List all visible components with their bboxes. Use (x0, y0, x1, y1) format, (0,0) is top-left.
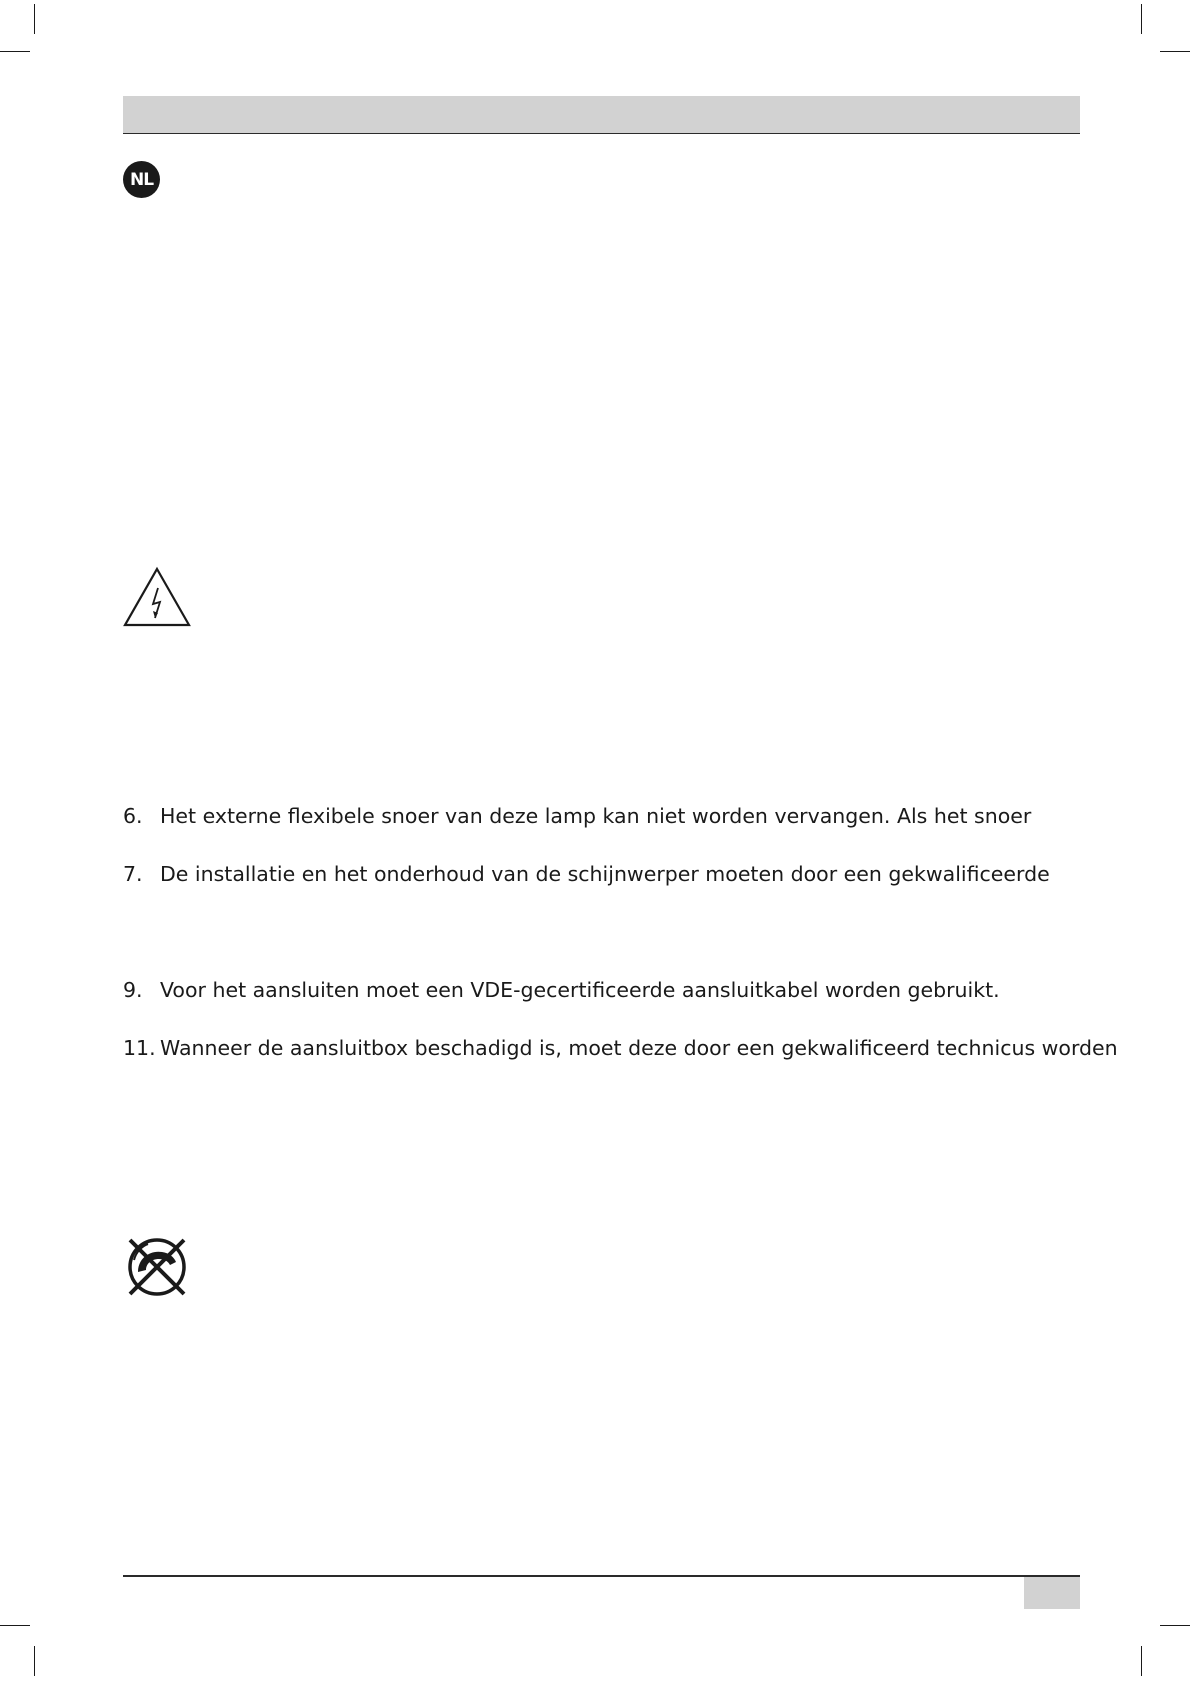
crop-mark (1160, 1625, 1190, 1626)
list-item-text: Wanneer de aansluitbox beschadigd is, moet deze door een gekwalificeerd technicus worden (160, 1036, 1118, 1060)
electrical-hazard-warning-icon (122, 566, 192, 628)
list-item-number: 6. (123, 804, 143, 828)
list-item-text: De installatie en het onderhoud van de schijnwerper moeten door een gekwalificeerde (160, 862, 1050, 886)
list-item-number: 11. (123, 1036, 156, 1060)
crop-mark (34, 1646, 35, 1676)
header-band (123, 96, 1080, 134)
list-item (123, 977, 1083, 1003)
list-item-text: Het externe flexibele snoer van deze lamp kan niet worden vervangen. Als het snoer (160, 804, 1032, 828)
crop-mark (34, 4, 35, 34)
crop-mark (0, 51, 30, 52)
list-item-number: 7. (123, 862, 143, 886)
crop-mark (0, 1625, 30, 1626)
no-telephone-icon (124, 1234, 190, 1300)
crop-mark (1160, 51, 1190, 52)
list-item (123, 803, 1083, 829)
list-item-number: 9. (123, 978, 143, 1002)
crop-mark (1141, 1646, 1142, 1676)
list-item (123, 861, 1083, 887)
list-item-text: Voor het aansluiten moet een VDE-gecertificeerde aansluitkabel worden gebruikt. (160, 978, 1000, 1002)
page-number-box (1024, 1577, 1080, 1609)
list-item (123, 1035, 1118, 1061)
language-badge: NL (123, 161, 160, 198)
crop-mark (1141, 4, 1142, 34)
footer-rule (123, 1575, 1080, 1577)
